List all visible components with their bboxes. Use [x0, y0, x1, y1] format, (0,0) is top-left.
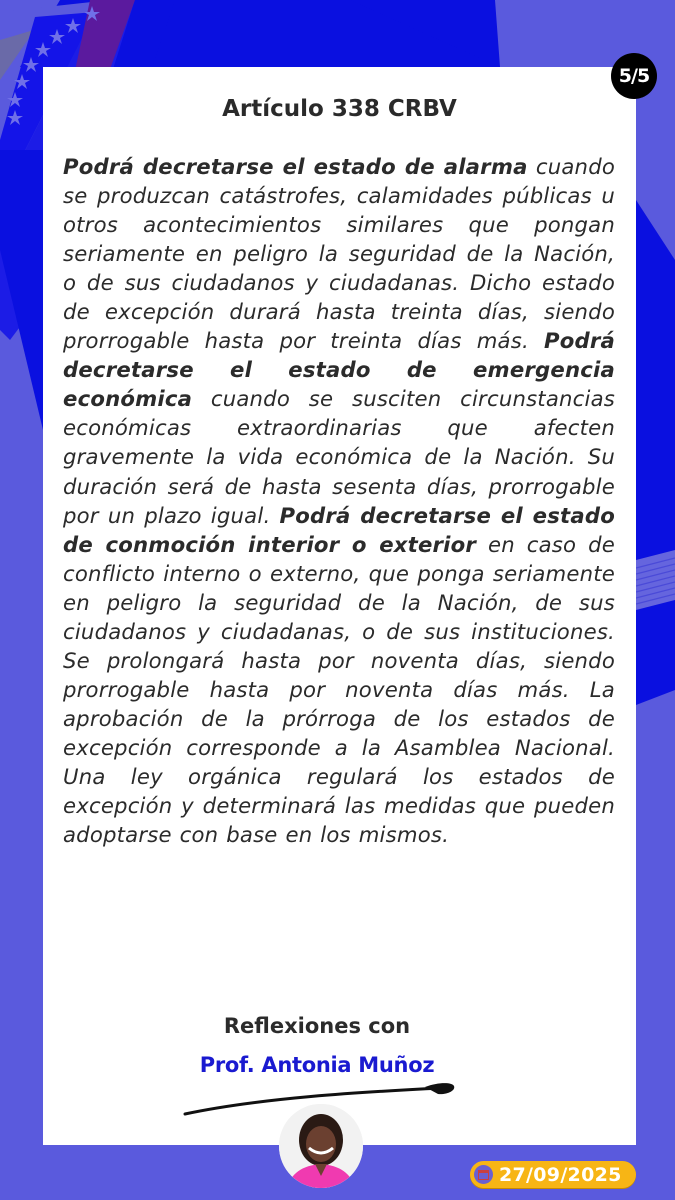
article-body	[63, 152, 615, 849]
article-title: Artículo 338 CRBV	[222, 96, 457, 122]
bold-phrase-alarma: Podrá decretarse el estado de alarma	[63, 154, 528, 179]
body-segment: cuando se susciten circunstancias económicas extraordinarias que afecten gravemente la vida económica de la Nación. Su duración será de hasta sesenta días, prorrogable por un plazo igual.	[63, 386, 615, 528]
body-segment: cuando se produzcan catástrofes, calamidades públicas u otros acontecimientos similares que pongan seriamente en peligro la seguridad de la Nación, o de sus ciudadanos y ciudadanas. Dicho estado de excepción durará hasta treinta días, siendo prorrogable hasta por treinta días más.	[63, 154, 615, 354]
bold-phrase-conmocion: Podrá decretarse el estado de conmoción interior o exterior	[63, 502, 615, 557]
reflexiones-label: Reflexiones con	[223, 1014, 411, 1038]
author-avatar	[279, 1104, 363, 1188]
date-text: 27/09/2025	[499, 1163, 622, 1186]
portrait-image	[279, 1104, 363, 1188]
body-segment: en caso de conflicto interno o externo, que ponga seriamente en peligro la seguridad de la Nación, de sus ciudadanos y ciudadanas, o de sus instituciones. Se prolongará hasta por noventa días, siendo prorrogable hasta por noventa días más. La aprobación de la prórroga de los estados de excepción corresponde a la Asamblea Nacional. Una ley orgánica regulará los estados de excepción y determinará las medidas que pueden adoptarse con base en los mismos.	[63, 531, 615, 848]
author-name: Prof. Antonia Muñoz	[199, 1053, 435, 1077]
date-badge	[470, 1161, 636, 1188]
page-indicator-badge: 5/5	[611, 53, 657, 99]
calendar-icon	[474, 1165, 493, 1184]
bold-phrase-emergencia: Podrá decretarse el estado de emergencia económica	[63, 328, 615, 412]
